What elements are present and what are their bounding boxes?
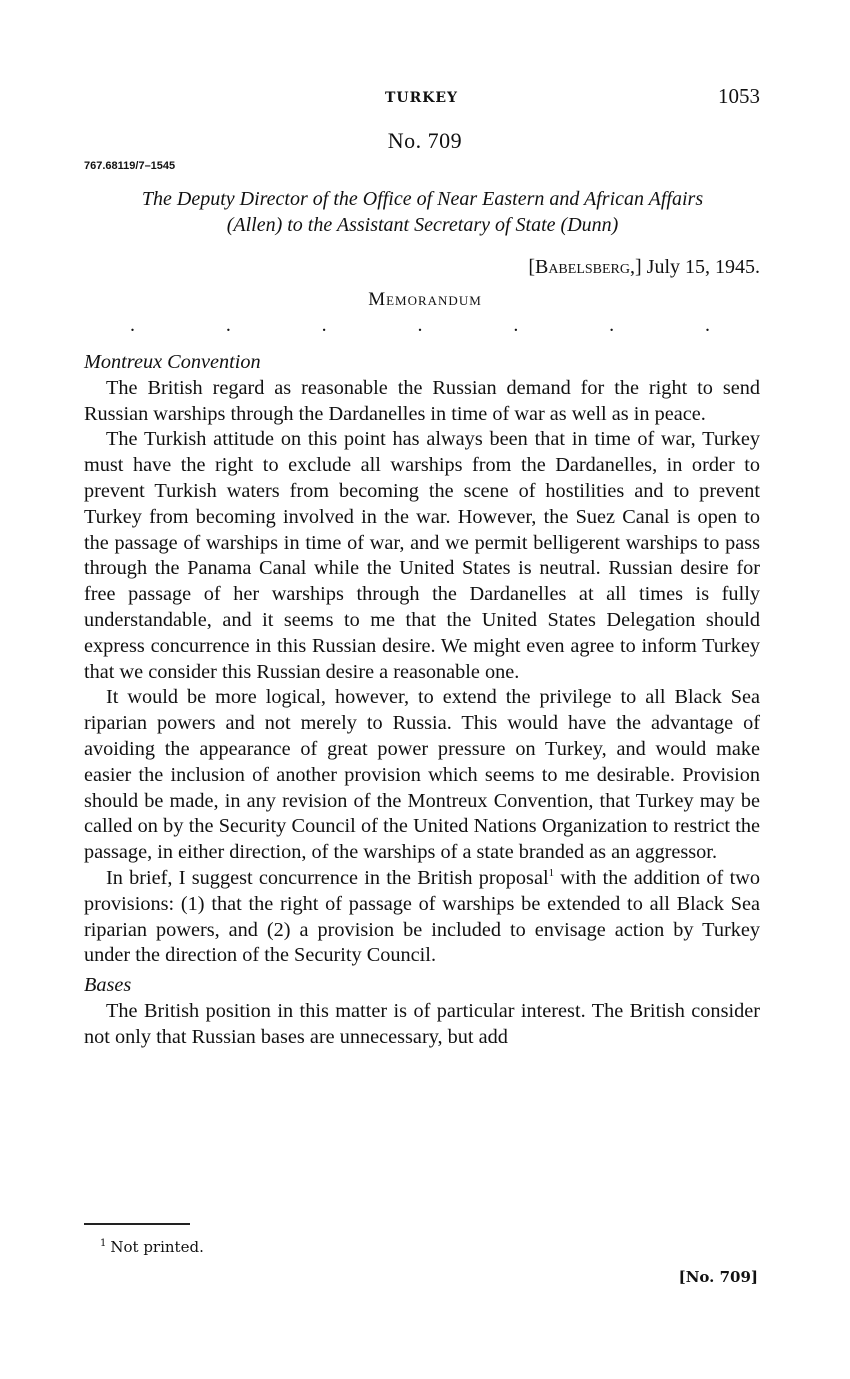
dateline-place: [Babelsberg,]: [528, 256, 642, 278]
memo-title: Memorandum: [368, 289, 482, 310]
ellipsis-dot: .: [704, 314, 710, 336]
paragraph: The British position in this matter is of particular interest. The British consider not only that Russian bases are unnecessary, but add: [84, 999, 760, 1048]
omission-ellipsis: [130, 314, 710, 337]
page-number: 1053: [718, 84, 760, 108]
section-heading-bases: Bases: [84, 974, 132, 997]
footnote-text: Not printed.: [110, 1238, 204, 1256]
dateline: [528, 256, 760, 279]
heading-line-1: The Deputy Director of the Office of Near Eastern and African Affairs: [141, 188, 704, 210]
document-number: No. 709: [387, 128, 463, 153]
ellipsis-dot: .: [130, 314, 135, 336]
paragraph: The British regard as reasonable the Russian demand for the right to send Russian warships through the Dardanelles in time of war as well as in peace.: [84, 376, 760, 425]
file-number: 767.68119/7–1545: [84, 160, 176, 172]
dateline-date: July 15, 1945.: [646, 256, 760, 278]
ellipsis-dot: .: [609, 314, 615, 336]
footnote-reference: 1: [548, 867, 555, 880]
paragraph: It would be more logical, however, to extend the privilege to all Black Sea riparian powers and not merely to Russia. This would have the advantage of avoiding the appearance of great power pressure on Turkey, and would make easier the inclusion of another provision which seems to me desirable. Provision should be made, in any revision of the Montreux Convention, that Turkey may be called on by the Security Council of the United Nations Organization to restrict the passage, in either direction, of the warships of a state branded as an aggressor.: [84, 686, 760, 864]
document-heading: [84, 186, 761, 238]
paragraph: The Turkish attitude on this point has always been that in time of war, Turkey must have the right to exclude all warships from the Dardanelles, in order to prevent Turkish waters from becoming the scene of hostilities and to prevent Turkey from becoming involved in the war. However, the Suez Canal is open to the passage of warships in time of war, and we permit belligerent warships to pass through the Panama Canal while the United States is neutral. Russian desire for free passage of her warships through the Dardanelles at all times is fully understandable, and it seems to me that the United States Delegation should express concurrence in this Russian desire. We might even agree to inform Turkey that we consider this Russian desire a reasonable one.: [84, 428, 760, 683]
heading-line-2: (Allen) to the Assistant Secretary of State (Dunn): [226, 214, 619, 236]
ellipsis-dot: .: [513, 314, 519, 336]
running-head: [83, 86, 760, 112]
paragraph: [84, 866, 760, 969]
footnote-marker: 1: [100, 1238, 107, 1249]
paragraph-text: In brief, I suggest concurrence in the British proposal: [106, 866, 549, 889]
paragraph-text: with the addition of two provisions: (1) that the right of passage of warships be extended to all Black Sea riparian powers, and (2) a provision be included to envisage action by Turkey under the direction of the Security Council.: [84, 866, 760, 967]
footnote: [100, 1238, 204, 1256]
document-body: [84, 350, 760, 1051]
section-heading-montreux: Montreux Convention: [84, 351, 261, 373]
document-footer-reference: [No. 709]: [678, 1268, 758, 1286]
ellipsis-dot: .: [225, 314, 231, 336]
footnote-divider: [84, 1223, 190, 1225]
running-title: TURKEY: [384, 90, 459, 106]
ellipsis-dot: .: [321, 314, 327, 336]
ellipsis-dot: .: [417, 314, 423, 336]
